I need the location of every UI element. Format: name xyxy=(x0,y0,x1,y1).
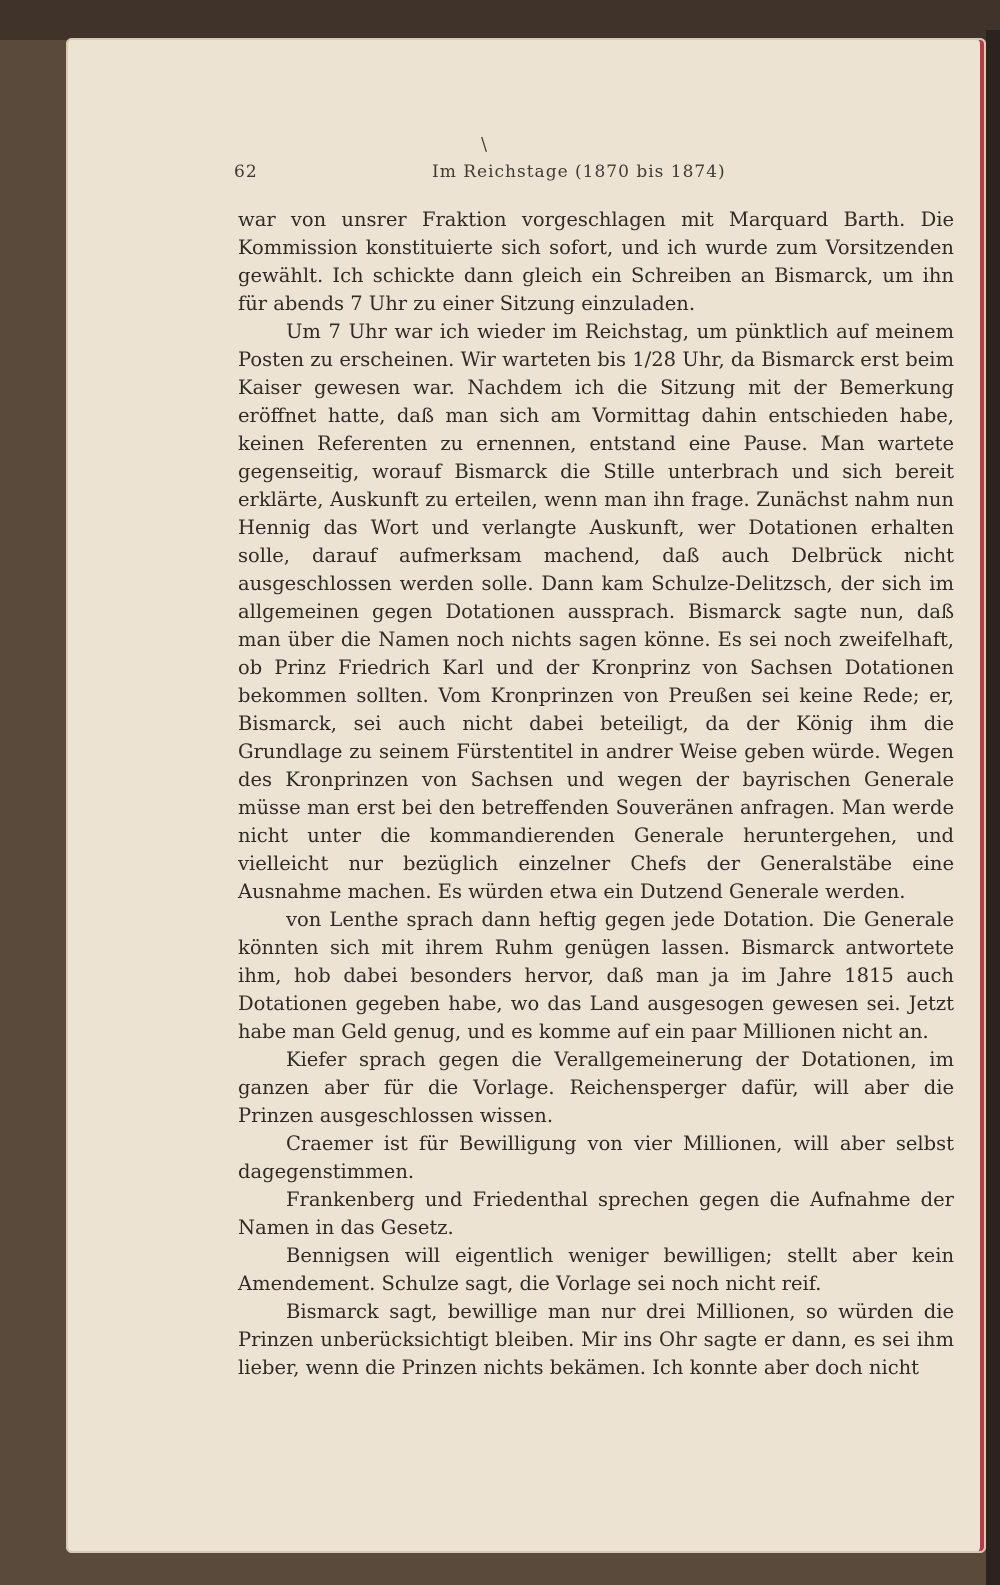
background-band xyxy=(0,0,1000,40)
paragraph: von Lenthe sprach dann heftig gegen jede Dotation. Die Generale könnten sich mit ihrem Ruhm genügen lassen. Bismarck antwortete ihm, hob dabei besonders hervor, daß man ja im Jahre 1815 auch Dotationen gegeben habe, wo das Land ausgesogen gewesen sei. Jetzt habe man Geld genug, und es komme auf ein paar Millionen nicht an. xyxy=(238,908,954,1043)
paragraph: Craemer ist für Bewilligung von vier Millionen, will aber selbst dagegenstimmen. xyxy=(238,1132,954,1183)
paragraph: Frankenberg und Friedenthal sprechen gegen die Aufnahme der Namen in das Gesetz. xyxy=(238,1188,954,1239)
paragraph: war von unsrer Fraktion vorgeschlagen mit Marquard Barth. Die Kommission konstituierte sich sofort, und ich wurde zum Vorsitzenden gewählt. Ich schickte dann gleich ein Schreiben an Bismarck, um ihn für abends 7 Uhr zu einer Sitzung einzuladen. xyxy=(238,208,954,315)
paragraph: Kiefer sprach gegen die Verallgemeinerung der Dotationen, im ganzen aber für die Vorlage. Reichensperger dafür, will aber die Prinzen ausgeschlossen wissen. xyxy=(238,1048,954,1127)
pencil-mark: \ xyxy=(481,134,488,155)
page-number: 62 xyxy=(234,162,258,182)
paragraph: Bennigsen will eigentlich weniger bewilligen; stellt aber kein Amendement. Schulze sagt, die Vorlage sei noch nicht reif. xyxy=(238,1244,954,1295)
paragraph: Bismarck sagt, bewillige man nur drei Millionen, so würden die Prinzen unberücksichtigt bleiben. Mir ins Ohr sagte er dann, es sei ihm lieber, wenn die Prinzen nichts bekämen. Ich konnte aber doch nicht xyxy=(238,1300,954,1379)
paragraph: Um 7 Uhr war ich wieder im Reichstag, um pünktlich auf meinem Posten zu erscheinen. Wir warteten bis 1/28 Uhr, da Bismarck erst beim Kaiser gewesen war. Nachdem ich die Sitzung mit der Bemerkung eröffnet hatte, daß man sich am Vormittag dahin entschieden habe, keinen Referenten zu ernennen, entstand eine Pause. Man wartete gegenseitig, worauf Bismarck die Stille unterbrach und sich bereit erklärte, Auskunft zu erteilen, wenn man ihn frage. Zunächst nahm nun Hennig das Wort und verlangte Auskunft, wer Dotationen erhalten solle, darauf aufmerksam machend, daß auch Delbrück nicht ausgeschlossen werden solle. Dann kam Schulze-Delitzsch, der sich im allgemeinen gegen Dotationen aussprach. Bismarck sagte nun, daß man über die Namen noch nichts sagen könne. Es sei noch zweifelhaft, ob Prinz Friedrich Karl und der Kronprinz von Sachsen Dotationen bekommen sollten. Vom Kronprinzen von Preußen sei keine Rede; er, Bismarck, sei auch nicht dabei beteiligt, da der König ihm die Grundlage zu seinem Fürstentitel in andrer Weise geben würde. Wegen des Kronprinzen von Sachsen und wegen der bayrischen Generale müsse man erst bei den betreffenden Souveränen anfragen. Man werde nicht unter die kommandierenden Generale heruntergehen, und vielleicht nur bezüglich einzelner Chefs der Generalstäbe eine Ausnahme machen. Es würden etwa ein Dutzend Generale werden. xyxy=(238,320,954,903)
page-header xyxy=(234,162,954,186)
body-text xyxy=(238,206,954,1382)
book-edge xyxy=(986,30,1000,1585)
running-title: Im Reichstage (1870 bis 1874) xyxy=(432,162,726,182)
